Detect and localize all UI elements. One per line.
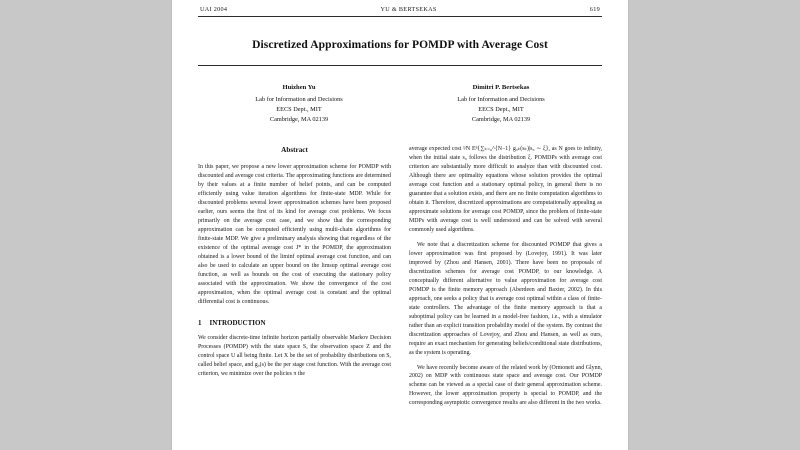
author-2-affiliation-2: EECS Dept., MIT xyxy=(478,105,524,113)
right-paragraph-2: We note that a discretization scheme for discounted POMDP that gives a lower approximation was first proposed by (Lovejoy, 1991). It was later improved by (Zhou and Hansen, 2001). There have been no proposals of discretization schemes for average cost POMDP, to our knowledge. A conceptually different alternative to value approximation for average cost POMDP is the finite memory approach (Aberdeen and Baxter, 2002). In this approach, one seeks a policy that is average cost optimal within a class of finite-state controllers. The advantage of the finite memory approach is that a suboptimal policy can be learned in a model-free fashion, i.e., with a simulator rather than an explicit transition probability model of the system. By contrast the discretization approaches of Lovejoy, and Zhou and Hansen, as well as ours, require an exact mechanism for generating beliefs/conditional state distributions, as the system is operating. xyxy=(409,241,602,356)
abstract-heading: Abstract xyxy=(281,146,308,155)
introduction-number: 1 xyxy=(198,318,202,327)
author-1-affiliation-1: Lab for Information and Decisions xyxy=(255,95,343,103)
right-column xyxy=(409,145,602,414)
title-block xyxy=(198,39,602,51)
author-1-name: Huizhen Yu xyxy=(282,83,316,91)
abstract-text: In this paper, we propose a new lower approximation scheme for POMDP with discounted and average cost criteria. The approximating functions are determined by their values at a finite number of belief points, and can be computed efficiently using value iteration algorithms for finite-state MDP. While for discounted problems several lower approximation schemes have been proposed earlier, ours seems the first of its kind for average cost problems. We focus primarily on the average cost case, and we show that the corresponding approximation can be computed efficiently using multi-chain algorithms for finite-state MDP. We give a preliminary analysis showing that regardless of the existence of the optimal average cost J* in the POMDP, the approximation obtained is a lower bound of the liminf optimal average cost function, and can also be used to calculate an upper bound on the limsup optimal average cost function, as well as bounds on the cost of executing the stationary policy associated with the approximation. We show the convergence of the cost approximation, when the optimal average cost is constant and the optimal differential cost is continuous. xyxy=(198,164,391,305)
running-head-center: YU & BERTSEKAS xyxy=(380,6,437,13)
author-2-affiliation-3: Cambridge, MA 02139 xyxy=(471,116,531,124)
running-head-right: 619 xyxy=(589,6,600,13)
author-2-name: Dimitri P. Bertsekas xyxy=(472,83,530,91)
introduction-title: INTRODUCTION xyxy=(209,318,266,327)
author-2-affiliation-1: Lab for Information and Decisions xyxy=(457,95,545,103)
author-block xyxy=(198,83,602,126)
right-paragraph-3: We have recently become aware of the related work by (Ormoneit and Glynn, 2002) on MDP with continuous state space and average cost. Our POMDP scheme can be viewed as a special case of their general approximation scheme. However, the lower approximation property is special to POMDP, and the corresponding asymptotic convergence results are also different in the two works. xyxy=(409,364,602,407)
author-1-affiliation-2: EECS Dept., MIT xyxy=(276,105,322,113)
two-column-body xyxy=(198,145,602,414)
author-1-affiliation-3: Cambridge, MA 02139 xyxy=(269,116,329,124)
author-1 xyxy=(198,83,400,126)
title-divider xyxy=(198,65,602,66)
left-column xyxy=(198,145,391,414)
running-head xyxy=(198,6,602,13)
page-title: Discretized Approximations for POMDP with Average Cost xyxy=(252,38,548,51)
running-head-left: UAI 2004 xyxy=(200,6,228,13)
right-paragraph-1: average expected cost ¹⁄N Eⁿ{∑ₖ₌₀^{N−1} gᵤₖ(sₖ)|s₀ ∼ ξ}, as N goes to infinity, when the initial state s₀ follows the distribution ξ. POMDPs with average cost criterion are substantially more difficult to analyze than with discounted cost. Although there are optimality equations whose solution provides the optimal average cost function and a stationary optimal policy, in general there is no guarantee that a solution exists, and there are no finite computation algorithms to obtain it. Therefore, discretized approximations are computationally appealing as approximate solutions for average cost POMDP, since the problem of finite-state MDPs with average cost is well understood and can be solved with several commonly used algorithms. xyxy=(409,146,602,233)
introduction-paragraph: We consider discrete-time infinite horizon partially observable Markov Decision Processes (POMDP) with the state space S, the observation space Z and the control space U all being finite. Let X be the set of probability distributions on S, called belief space, and gᵤ(s) be the per stage cost function. With the average cost criterion, we minimize over the policies π the xyxy=(198,335,391,378)
author-2 xyxy=(400,83,602,126)
paper-page xyxy=(172,0,628,450)
header-divider xyxy=(198,16,602,17)
introduction-heading xyxy=(198,318,391,329)
